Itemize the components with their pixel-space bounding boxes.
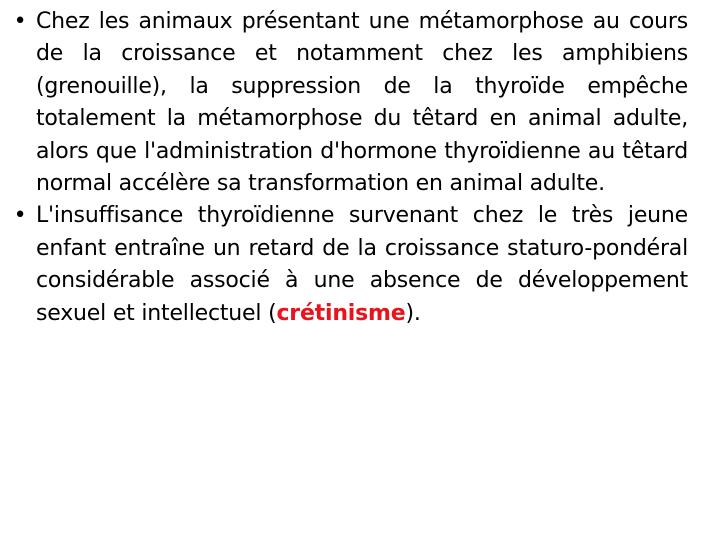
bullet-text: L'insuffisance thyroïdienne survenant chez le très jeune enfant entraîne un retard de la croissance staturo-pondéral considérable associé à une absence de développement sexuel et intellectuel — [36, 203, 688, 326]
bullet-text-end: . — [413, 300, 421, 326]
bullet-item-metamorphose — [6, 6, 688, 200]
highlight-term: crétinisme — [276, 300, 406, 326]
bullet-icon: • — [13, 9, 27, 34]
bullet-text: Chez les animaux présentant une métamorphose au cours de la croissance et notamment chez les amphibiens (grenouille), la suppression de la thyroïde empêche totalement la métamorphose du têtard en animal adulte, alors que l'administration d'hormone thyroïdienne au têtard normal accélère sa transformation en animal adulte. — [36, 9, 688, 197]
paren-open: ( — [268, 300, 277, 326]
bullet-item-insuffisance — [6, 200, 688, 330]
bullet-list — [6, 6, 688, 330]
paren-close: ) — [405, 300, 414, 326]
bullet-icon: • — [13, 203, 27, 229]
